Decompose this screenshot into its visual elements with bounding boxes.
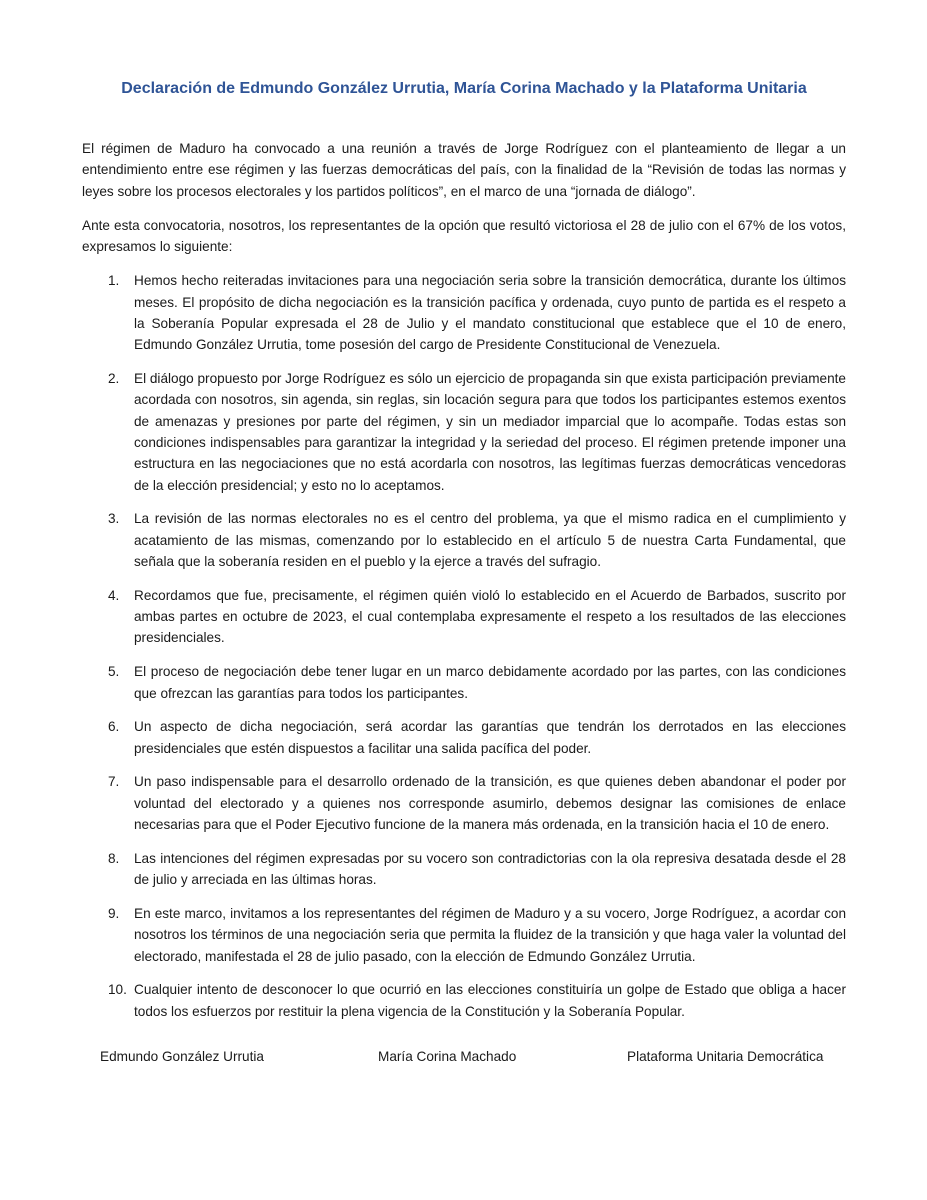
declaration-point [82,585,846,649]
point-text: En este marco, invitamos a los representantes del régimen de Maduro y a su vocero, Jorge Rodríguez, a acordar con nosotros los términos de una negociación seria que permita la fluidez de la transición y que haga valer la voluntad del electorado, manifestada el 28 de julio pasado, con la elección de Edmundo González Urrutia. [134,905,846,964]
signature-edmundo-gonzalez: Edmundo González Urrutia [100,1049,264,1064]
declaration-points-list [82,270,846,1021]
point-number: 9. [108,905,120,921]
point-text: El proceso de negociación debe tener lugar en un marco debidamente acordado por las partes, con las condiciones que ofrezcan las garantías para todos los participantes. [134,664,846,701]
declaration-point [82,270,846,355]
point-text: La revisión de las normas electorales no es el centro del problema, ya que el mismo radica en el cumplimiento y acatamiento de las mismas, comenzando por lo establecido en el artículo 5 de nuestra Carta Fundamental, que señala que la soberanía residen en el pueblo y la ejerce a través del sufragio. [134,511,846,570]
declaration-point [82,771,846,835]
declaration-point [82,368,846,496]
point-number: 5. [108,664,120,680]
declaration-point [82,508,846,572]
point-number: 6. [108,719,120,735]
point-number: 1. [108,273,120,289]
signature-maria-corina-machado: María Corina Machado [378,1049,517,1064]
point-text: Un paso indispensable para el desarrollo ordenado de la transición, es que quienes deben abandonar el poder por voluntad del electorado y a quienes nos corresponde asumirlo, debemos designar las comisiones de enlace necesarias para que el Poder Ejecutivo funcione de la manera más ordenada, en la transición hacia el 10 de enero. [134,774,846,833]
point-text: Las intenciones del régimen expresadas por su vocero son contradictorias con la ola represiva desatada desde el 28 de julio y arreciada en las últimas horas. [134,850,846,888]
point-number: 7. [108,774,120,790]
point-text: Un aspecto de dicha negociación, será acordar las garantías que tendrán los derrotados en las elecciones presidenciales que estén dispuestos a facilitar una salida pacífica del poder. [134,719,846,756]
signature-plataforma-unitaria: Plataforma Unitaria Democrática [627,1049,824,1064]
intro-paragraph: Ante esta convocatoria, nosotros, los representantes de la opción que resultó victoriosa el 28 de julio con el 67% de los votos, expresamos lo siguiente: [82,217,846,255]
intro-paragraph: El régimen de Maduro ha convocado a una reunión a través de Jorge Rodríguez con el planteamiento de llegar a un entendimiento entre ese régimen y las fuerzas democráticas del país, con la finalidad de la “Revisión de todas las normas y leyes sobre los procesos electorales y los partidos políticos”, en el marco de una “jornada de diálogo”. [82,141,846,199]
point-number: 2. [108,371,120,387]
point-number: 10. [108,982,127,998]
point-text: El diálogo propuesto por Jorge Rodríguez es sólo un ejercicio de propaganda sin que exista participación previamente acordada con nosotros, sin agenda, sin reglas, sin locación segura para que todos los participantes estemos exentos de amenazas y presiones por parte del régimen, y sin un mediador imparcial que lo acompañe. Todas estas son condiciones indispensables para garantizar la integridad y la seriedad del proceso. El régimen pretende imponer una estructura en las negociaciones que no está acordarla con nosotros, las legítimas fuerzas democráticas vencedoras de la elección presidencial; y esto no lo aceptamos. [134,371,846,493]
declaration-point [82,979,846,1022]
declaration-point [82,903,846,967]
point-number: 8. [108,850,120,866]
document-title: Declaración de Edmundo González Urrutia, María Corina Machado y la Plataforma Unitaria [121,80,807,97]
point-text: Hemos hecho reiteradas invitaciones para una negociación seria sobre la transición democrática, durante los últimos meses. El propósito de dicha negociación es la transición pacífica y ordenada, cuyo punto de partida es el respeto a la Soberanía Popular expresada el 28 de Julio y el mandato constitucional que establece que el 10 de enero, Edmundo González Urrutia, tome posesión del cargo de Presidente Constitucional de Venezuela. [134,273,846,353]
point-text: Recordamos que fue, precisamente, el régimen quién violó lo establecido en el Acuerdo de Barbados, suscrito por ambas partes en octubre de 2023, el cual contemplaba expresamente el respeto a los resultados de las elecciones presidenciales. [134,587,846,646]
document-page [82,72,846,1034]
point-text: Cualquier intento de desconocer lo que ocurrió en las elecciones constituiría un golpe de Estado que obliga a hacer todos los esfuerzos por restituir la plena vigencia de la Constitución y la Soberanía Popular. [134,982,846,1019]
point-number: 3. [108,511,120,527]
declaration-point [82,848,846,891]
signature-block [100,1046,840,1070]
declaration-point [82,661,846,704]
point-number: 4. [108,587,120,603]
declaration-point [82,716,846,759]
